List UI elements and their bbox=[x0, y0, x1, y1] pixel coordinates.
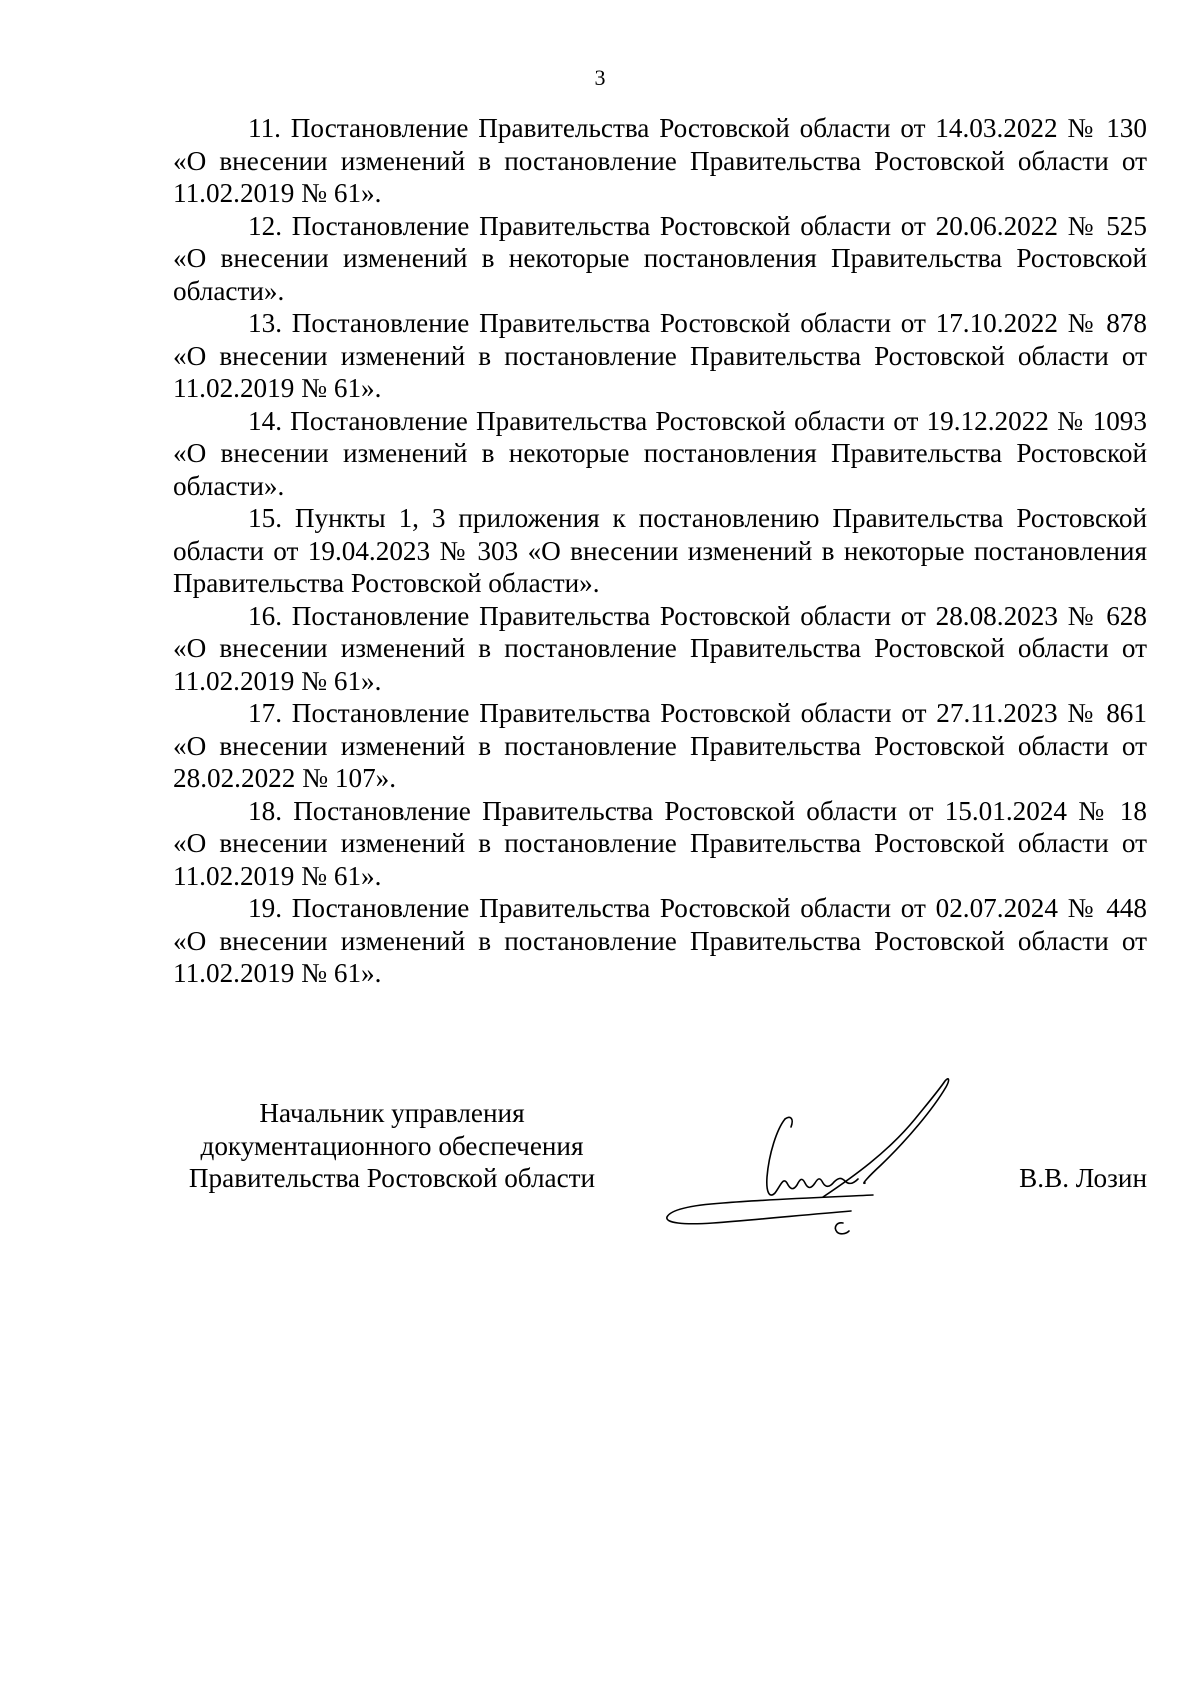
page-number: 3 bbox=[594, 65, 606, 90]
list-item: 13. Постановление Правительства Ростовской области от 17.10.2022 № 878 «О внесении изменений в постановление Правительства Ростовской области от 11.02.2019 № 61». bbox=[173, 308, 1147, 403]
list-item: 11. Постановление Правительства Ростовской области от 14.03.2022 № 130 «О внесении изменений в постановление Правительства Ростовской области от 11.02.2019 № 61». bbox=[173, 113, 1147, 208]
document-list bbox=[173, 112, 1147, 990]
list-item: 16. Постановление Правительства Ростовской области от 28.08.2023 № 628 «О внесении изменений в постановление Правительства Ростовской области от 11.02.2019 № 61». bbox=[173, 600, 1147, 696]
list-item: 19. Постановление Правительства Ростовской области от 02.07.2024 № 448 «О внесении изменений в постановление Правительства Ростовской области от 11.02.2019 № 61». bbox=[173, 893, 1147, 988]
list-item: 14. Постановление Правительства Ростовской области от 19.12.2022 № 1093 «О внесении изменений в некоторые постановления Правительства Ростовской области». bbox=[173, 405, 1147, 501]
list-item: 15. Пункты 1, 3 приложения к постановлению Правительства Ростовской области от 19.04.2023 № 303 «О внесении изменений в некоторые постановления Правительства Ростовской области». bbox=[173, 503, 1147, 598]
signer-position-line: документационного обеспечения bbox=[200, 1130, 584, 1161]
list-item: 17. Постановление Правительства Ростовской области от 27.11.2023 № 861 «О внесении изменений в постановление Правительства Ростовской области от 28.02.2022 № 107». bbox=[173, 698, 1147, 793]
list-item: 18. Постановление Правительства Ростовской области от 15.01.2024 № 18 «О внесении изменений в постановление Правительства Ростовской области от 11.02.2019 № 61». bbox=[173, 795, 1147, 891]
signer-position bbox=[173, 1097, 611, 1195]
handwritten-signature bbox=[653, 1057, 973, 1237]
list-item: 12. Постановление Правительства Ростовской области от 20.06.2022 № 525 «О внесении изменений в некоторые постановления Правительства Ростовской области». bbox=[173, 210, 1147, 306]
signer-position-line: Начальник управления bbox=[259, 1098, 525, 1128]
signer-position-line: Правительства Ростовской области bbox=[188, 1163, 596, 1193]
signature-block bbox=[173, 1097, 1147, 1217]
signer-name: В.В. Лозин bbox=[1019, 1163, 1147, 1193]
